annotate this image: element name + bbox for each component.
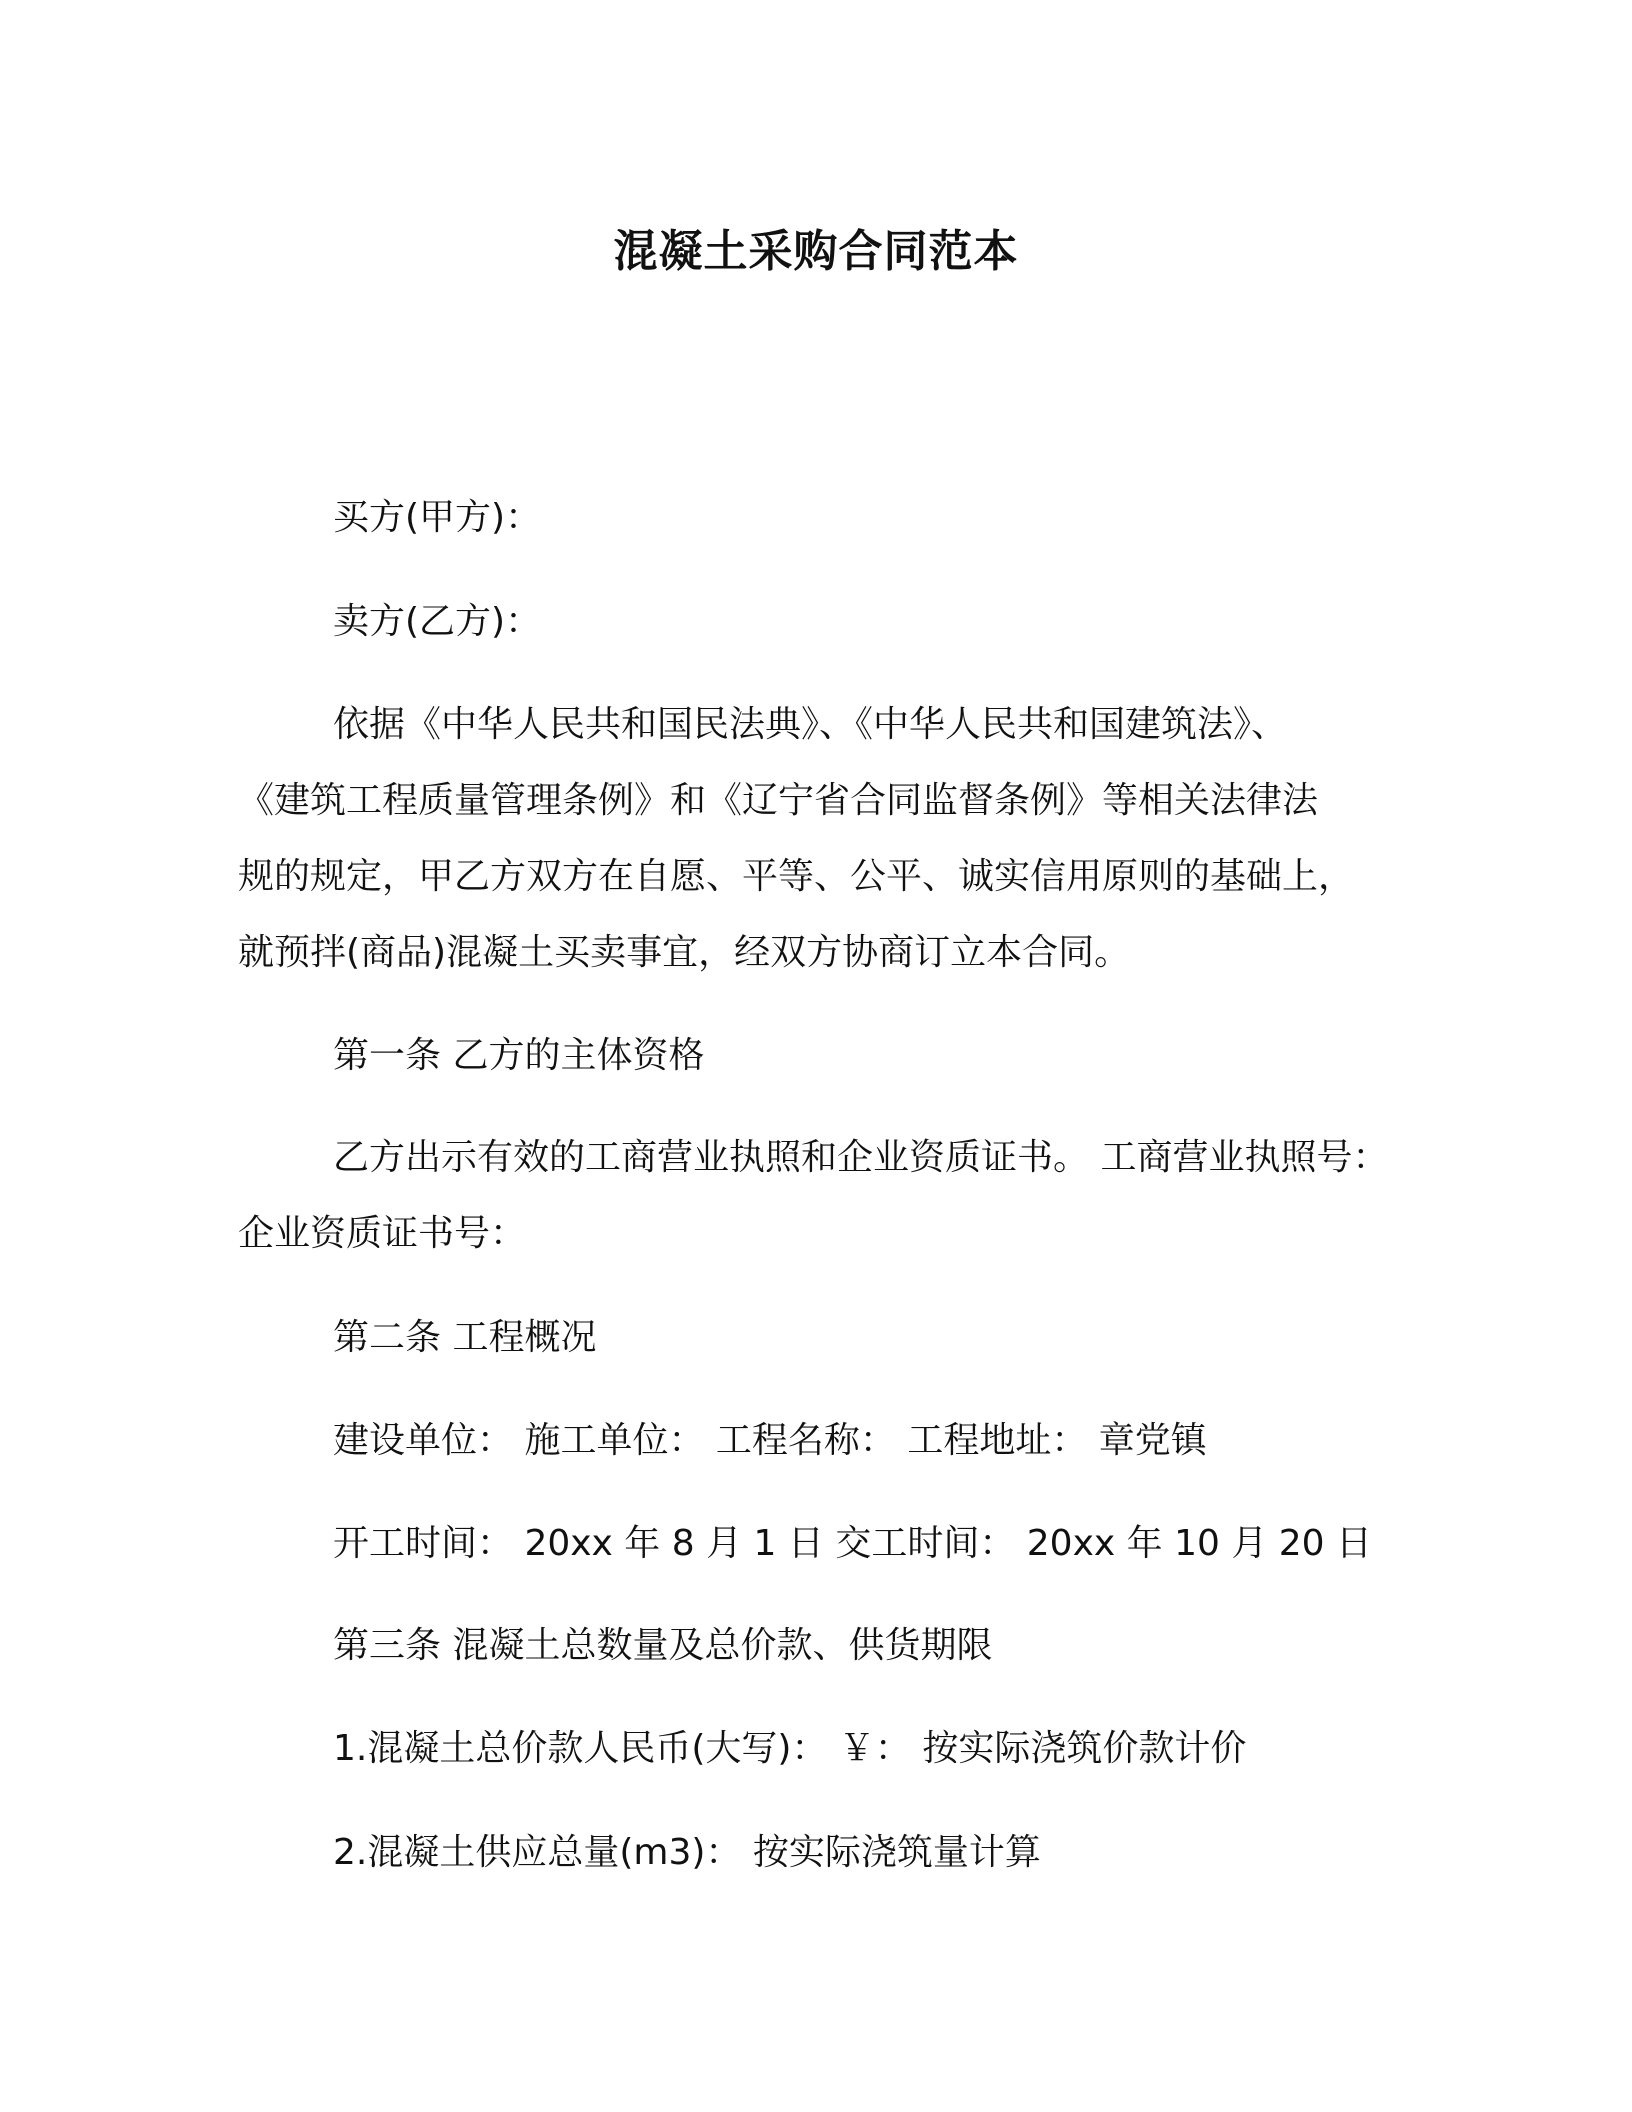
project-info-line: 建设单位： 施工单位： 工程名称： 工程地址： 章党镇 — [333, 1420, 1207, 1461]
preamble-line-3: 规的规定，甲乙方双方在自愿、平等、公平、诚实信用原则的基础上， — [238, 856, 1355, 897]
article-3-heading: 第三条 混凝土总数量及总价款、供货期限 — [333, 1625, 993, 1666]
preamble-line-4: 就预拌(商品)混凝土买卖事宜，经双方协商订立本合同。 — [238, 932, 1131, 973]
article-2-heading: 第二条 工程概况 — [333, 1317, 597, 1358]
seller-line: 卖方(乙方)： — [333, 601, 542, 642]
buyer-line: 买方(甲方)： — [333, 497, 542, 538]
total-quantity-line: 2.混凝土供应总量(m3)： 按实际浇筑量计算 — [333, 1832, 1041, 1873]
article-1-text-line-1: 乙方出示有效的工商营业执照和企业资质证书。 工商营业执照号： — [333, 1137, 1389, 1178]
article-1-heading: 第一条 乙方的主体资格 — [333, 1035, 705, 1076]
preamble-line-2: 《建筑工程质量管理条例》和《辽宁省合同监督条例》等相关法律法 — [238, 780, 1319, 821]
total-price-line: 1.混凝土总价款人民币(大写)： ￥： 按实际浇筑价款计价 — [333, 1728, 1247, 1769]
preamble-line-1: 依据《中华人民共和国民法典》、《中华人民共和国建筑法》、 — [333, 704, 1288, 745]
schedule-line: 开工时间： 20xx 年 8 月 1 日 交工时间： 20xx 年 10 月 20 日 — [333, 1523, 1373, 1564]
document-title: 混凝土采购合同范本 — [613, 226, 1019, 277]
article-1-text-line-2: 企业资质证书号： — [238, 1213, 527, 1254]
